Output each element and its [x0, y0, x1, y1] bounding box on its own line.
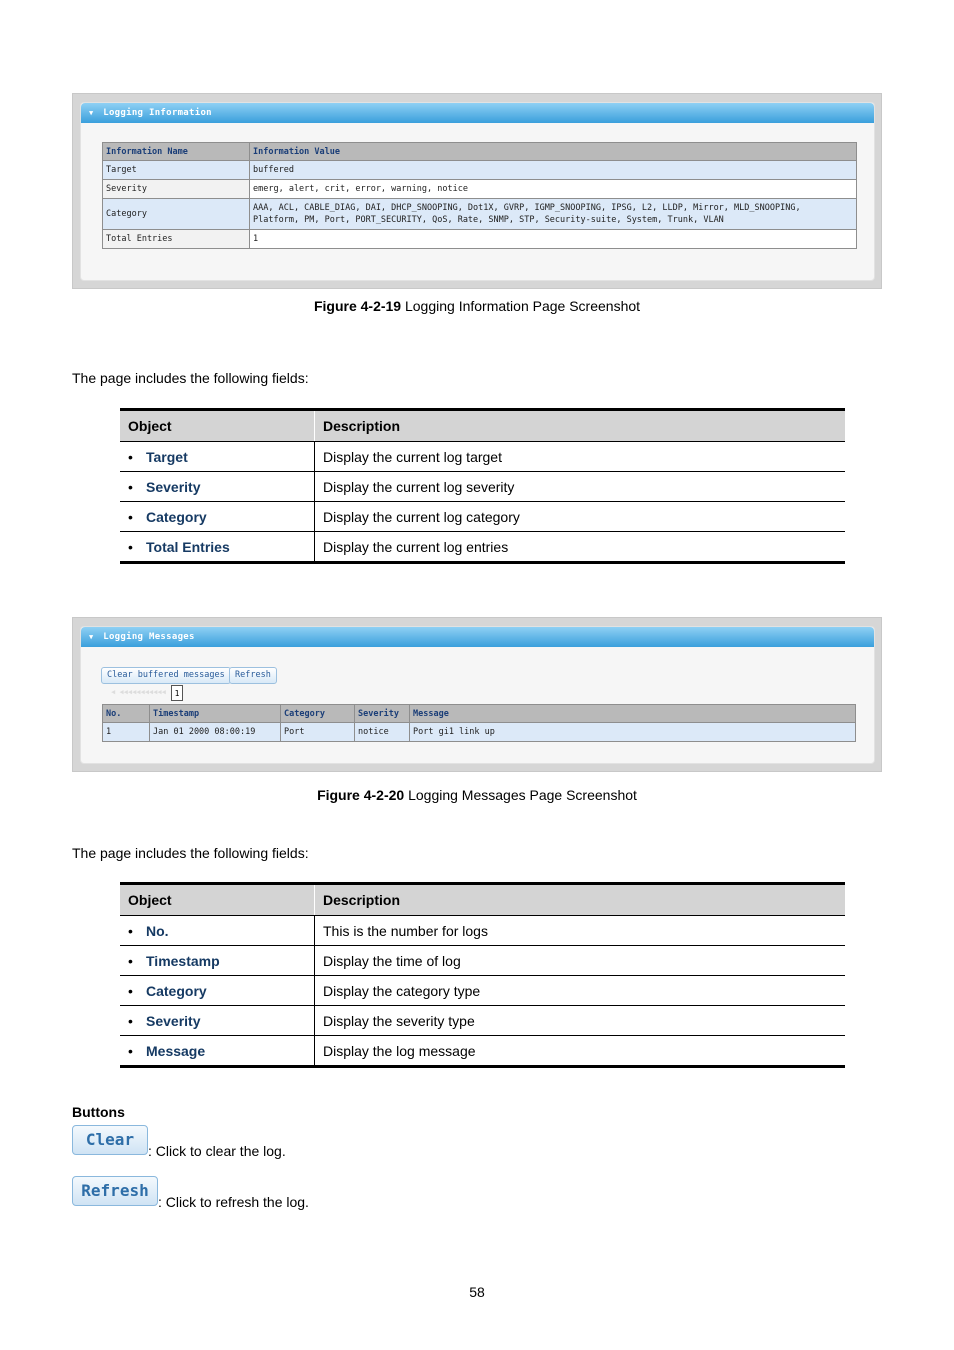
figure-label: Figure 4-2-19	[313, 298, 402, 314]
logging-messages-screenshot	[72, 617, 882, 772]
info-name: Total Entries	[103, 230, 250, 249]
table-row	[103, 230, 857, 249]
log-timestamp: Jan 01 2000 08:00:19	[150, 723, 281, 742]
info-value: buffered	[250, 161, 857, 180]
object-name: Message	[146, 1042, 206, 1059]
intro-text: The page includes the following fields:	[72, 845, 309, 861]
column-header-info-value: Information Value	[250, 143, 857, 161]
table-row	[103, 180, 857, 199]
pager-ghost-icon: ◀ ◀◀◀◀◀◀◀◀◀◀◀	[111, 688, 166, 696]
object-description: This is the number for logs	[315, 916, 846, 946]
object-name: Timestamp	[146, 952, 220, 969]
panel-header[interactable]	[81, 627, 874, 647]
page-number-button[interactable]: 1	[171, 685, 183, 701]
object-name: No.	[146, 922, 169, 939]
object-description: Display the current log severity	[315, 472, 846, 502]
figure-label: Figure 4-2-20	[317, 787, 405, 803]
info-name: Category	[103, 199, 250, 230]
panel-title: Logging Messages	[103, 632, 195, 642]
figure-caption	[0, 787, 954, 803]
page-number: 58	[469, 1284, 485, 1300]
logging-information-table	[102, 142, 857, 249]
object-description: Display the current log entries	[323, 538, 509, 555]
header-description: Description	[315, 410, 846, 442]
logging-messages-panel	[80, 626, 875, 764]
bullet-icon: •	[128, 478, 133, 495]
fields-table-logging-messages	[120, 882, 845, 1068]
table-row	[120, 442, 845, 472]
table-row	[103, 199, 857, 230]
column-header-info-name: Information Name	[103, 143, 250, 161]
object-description: Display the current log target	[315, 442, 846, 472]
object-name: Category	[146, 982, 207, 999]
object-name: Total Entries	[146, 538, 230, 555]
log-category: Port	[281, 723, 355, 742]
info-value	[250, 199, 857, 230]
refresh-button-description: : Click to refresh the log.	[158, 1194, 309, 1210]
figure-caption-text: Logging Information Page Screenshot	[401, 298, 641, 314]
info-name: Target	[103, 161, 250, 180]
log-severity: notice	[355, 723, 410, 742]
buttons-heading: Buttons	[72, 1104, 125, 1120]
bullet-icon: •	[128, 982, 133, 999]
refresh-button[interactable]: Refresh	[72, 1176, 158, 1206]
header-description: Description	[315, 884, 846, 916]
object-description: Display the time of log	[315, 946, 846, 976]
clear-buffered-messages-button[interactable]: Clear buffered messages	[101, 667, 231, 684]
table-row	[120, 916, 845, 946]
table-row	[120, 1006, 845, 1036]
collapse-triangle-icon[interactable]: ▼	[89, 109, 94, 117]
object-name: Severity	[146, 478, 201, 495]
log-no: 1	[103, 723, 150, 742]
bullet-icon: •	[128, 538, 133, 555]
column-header-severity: Severity	[355, 705, 410, 723]
logging-information-screenshot	[72, 93, 882, 289]
column-header-category: Category	[281, 705, 355, 723]
object-name: Severity	[146, 1012, 201, 1029]
header-object: Object	[120, 410, 315, 442]
table-row	[120, 502, 845, 532]
logging-information-panel	[80, 102, 875, 281]
panel-header[interactable]	[81, 103, 874, 123]
log-message: Port gi1 link up	[410, 723, 856, 742]
category-values-line-2: Platform, PM, Port, PORT_SECURITY, QoS, Rate, SNMP, STP, Security-suite, System, Trunk, VLAN	[253, 215, 724, 225]
table-row	[103, 161, 857, 180]
column-header-timestamp: Timestamp	[150, 705, 281, 723]
panel-title: Logging Information	[103, 108, 212, 118]
object-name: Target	[146, 448, 188, 465]
bullet-icon: •	[128, 508, 133, 525]
fields-table-logging-information	[120, 408, 845, 564]
bullet-icon: •	[128, 952, 133, 969]
info-value: 1	[250, 230, 857, 249]
table-row	[120, 472, 845, 502]
object-description: Display the current log category	[315, 502, 846, 532]
object-description: Display the severity type	[315, 1006, 846, 1036]
table-row	[120, 1036, 845, 1067]
refresh-button[interactable]: Refresh	[229, 667, 277, 684]
column-header-message: Message	[410, 705, 856, 723]
bullet-icon: •	[128, 1042, 133, 1059]
object-name: Category	[146, 508, 207, 525]
bullet-icon: •	[128, 1012, 133, 1029]
collapse-triangle-icon[interactable]: ▼	[89, 633, 94, 641]
logging-messages-table	[102, 704, 856, 742]
table-row	[120, 532, 845, 563]
table-row	[103, 723, 856, 742]
bullet-icon: •	[128, 448, 133, 465]
clear-button-description: : Click to clear the log.	[148, 1143, 286, 1159]
info-value: emerg, alert, crit, error, warning, notice	[250, 180, 857, 199]
info-name: Severity	[103, 180, 250, 199]
object-description: Display the log message	[323, 1042, 476, 1059]
intro-text: The page includes the following fields:	[72, 370, 309, 386]
figure-caption-text: Logging Messages Page Screenshot	[404, 787, 637, 803]
table-row	[120, 976, 845, 1006]
object-description: Display the category type	[315, 976, 846, 1006]
bullet-icon: •	[128, 922, 133, 939]
category-values-line-1: AAA, ACL, CABLE_DIAG, DAI, DHCP_SNOOPING, Dot1X, GVRP, IGMP_SNOOPING, IPSG, L2, LLDP, Mirror, MLD_SNOOPING,	[253, 203, 801, 213]
header-object: Object	[120, 884, 315, 916]
clear-button[interactable]: Clear	[72, 1125, 148, 1155]
column-header-no: No.	[103, 705, 150, 723]
figure-caption	[0, 298, 954, 314]
table-row	[120, 946, 845, 976]
